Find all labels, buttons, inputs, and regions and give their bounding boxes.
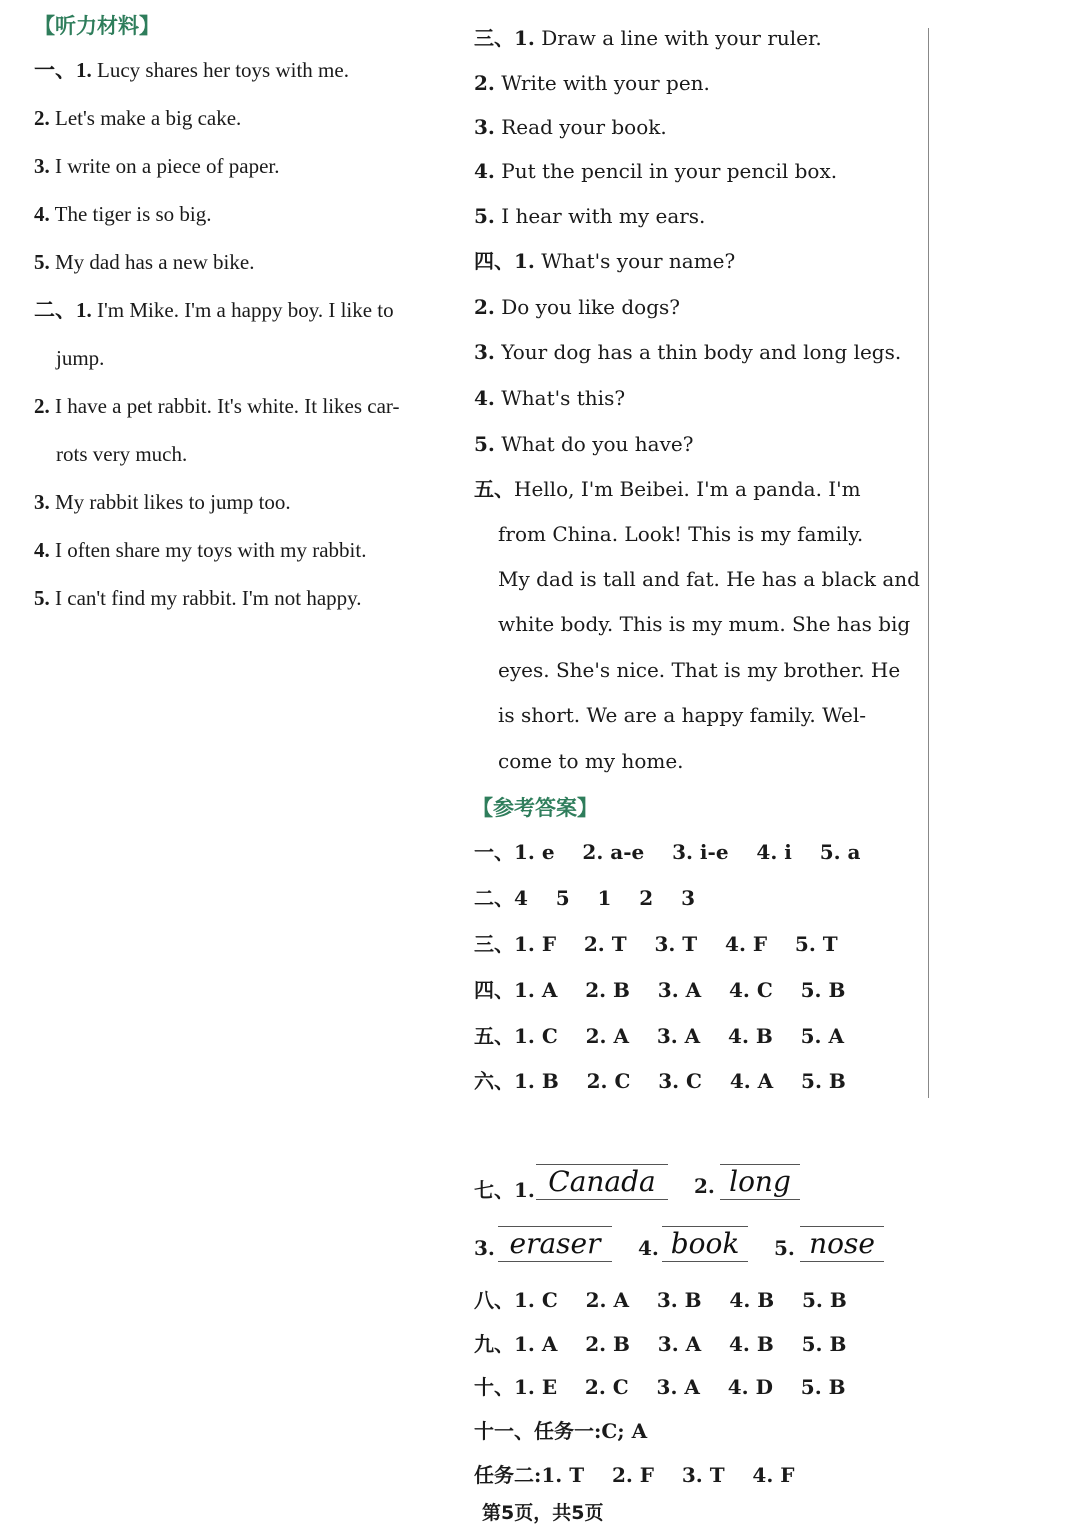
item-number: 一、1. — [34, 58, 92, 82]
line-text: jump. — [56, 346, 105, 370]
line-text: Lucy shares her toys with me. — [91, 58, 349, 82]
line-text: My rabbit likes to jump too. — [49, 490, 291, 514]
q5-label: 5. — [774, 1236, 795, 1260]
listening-line — [34, 58, 349, 82]
item-number: 5. — [34, 586, 50, 610]
line-text: I have a pet rabbit. It's white. It likes car- — [49, 394, 400, 418]
page-footer: 第5页，共5页 — [482, 1502, 604, 1524]
answer-row: 三、1. F 2. T 3. T 4. F 5. T — [474, 932, 838, 956]
handwritten-answer: nose — [800, 1226, 884, 1262]
listening-line — [34, 154, 279, 178]
line-text: Read your book. — [494, 115, 667, 139]
line-text: I often share my toys with my rabbit. — [49, 538, 367, 562]
item-number: 三、1. — [474, 26, 535, 50]
listening-line — [498, 567, 920, 591]
line-text: What's this? — [494, 386, 626, 410]
q4-label: 4. — [638, 1236, 659, 1260]
listening-line — [34, 298, 394, 322]
item-number: 二、1. — [34, 298, 92, 322]
line-text: eyes. She's nice. That is my brother. He — [498, 658, 901, 682]
answer-row: 六、1. B 2. C 3. C 4. A 5. B — [474, 1069, 846, 1093]
listening-line — [498, 749, 684, 773]
listening-line — [474, 115, 667, 139]
answer-header: 【参考答案】 — [472, 796, 598, 820]
listening-line — [34, 250, 254, 274]
listening-line — [474, 204, 705, 228]
item-number: 3. — [34, 490, 50, 514]
handwritten-answer: book — [662, 1226, 748, 1262]
line-text: What do you have? — [494, 432, 694, 456]
answer-row: 十、1. E 2. C 3. A 4. D 5. B — [474, 1375, 846, 1399]
line-text: I can't find my rabbit. I'm not happy. — [49, 586, 362, 610]
listening-line — [34, 490, 291, 514]
handwritten-answer: eraser — [498, 1226, 612, 1262]
handwritten-answer: long — [720, 1164, 800, 1200]
line-text: white body. This is my mum. She has big — [498, 612, 911, 636]
q3-label: 3. — [474, 1236, 495, 1260]
listening-line — [474, 71, 710, 95]
item-number: 4. — [34, 202, 50, 226]
listening-header: 【听力材料】 — [34, 14, 160, 38]
listening-line — [474, 340, 901, 364]
item-number: 3. — [474, 340, 495, 364]
line-text: rots very much. — [56, 442, 188, 466]
item-number: 4. — [474, 159, 495, 183]
item-number: 2. — [34, 106, 50, 130]
answer-row: 九、1. A 2. B 3. A 4. B 5. B — [474, 1332, 847, 1356]
line-text: Let's make a big cake. — [49, 106, 242, 130]
line-text: I'm Mike. I'm a happy boy. I like to — [91, 298, 394, 322]
item-number: 3. — [474, 115, 495, 139]
answer-row: 五、1. C 2. A 3. A 4. B 5. A — [474, 1024, 844, 1048]
line-text: from China. Look! This is my family. — [498, 522, 864, 546]
answer-row: 任务二:1. T 2. F 3. T 4. F — [474, 1463, 795, 1487]
item-number: 3. — [34, 154, 50, 178]
answer-row: 二、4 5 1 2 3 — [474, 886, 695, 910]
answer-row: 十一、任务一:C; A — [474, 1419, 648, 1443]
listening-line — [34, 538, 366, 562]
q2-label: 2. — [694, 1174, 715, 1198]
line-text: Write with your pen. — [494, 71, 710, 95]
listening-line — [498, 703, 866, 727]
item-number: 2. — [474, 295, 495, 319]
listening-line — [498, 612, 910, 636]
item-number: 5. — [474, 432, 495, 456]
listening-line — [498, 658, 900, 682]
line-text: Hello, I'm Beibei. I'm a panda. I'm — [514, 477, 861, 501]
listening-line — [474, 432, 693, 456]
listening-line — [474, 386, 625, 410]
listening-line — [474, 249, 735, 273]
line-text: My dad is tall and fat. He has a black and — [498, 567, 920, 591]
item-number: 5. — [474, 204, 495, 228]
item-number: 5. — [34, 250, 50, 274]
item-number: 四、1. — [474, 249, 535, 273]
q1-label: 七、1. — [474, 1178, 535, 1202]
answer-row: 四、1. A 2. B 3. A 4. C 5. B — [474, 978, 846, 1002]
listening-line — [474, 159, 837, 183]
line-text: I write on a piece of paper. — [49, 154, 280, 178]
item-number: 4. — [474, 386, 495, 410]
listening-line — [474, 295, 680, 319]
line-text: I hear with my ears. — [494, 204, 706, 228]
line-text: My dad has a new bike. — [49, 250, 255, 274]
line-text: The tiger is so big. — [49, 202, 212, 226]
line-text: Your dog has a thin body and long legs. — [494, 340, 902, 364]
listening-line — [34, 202, 212, 226]
listening-line — [34, 394, 399, 418]
listening-line — [34, 586, 362, 610]
listening-line — [56, 346, 104, 370]
answer-row: 八、1. C 2. A 3. B 4. B 5. B — [474, 1288, 847, 1312]
line-text: is short. We are a happy family. Wel- — [498, 703, 867, 727]
listening-line — [474, 26, 822, 50]
item-number: 五、 — [474, 477, 514, 501]
item-number: 4. — [34, 538, 50, 562]
listening-line — [34, 106, 241, 130]
answer-row: 一、1. e 2. a-e 3. i-e 4. i 5. a — [474, 840, 861, 864]
line-text: Draw a line with your ruler. — [534, 26, 822, 50]
line-text: What's your name? — [534, 249, 736, 273]
listening-line — [474, 477, 861, 501]
listening-line — [498, 522, 863, 546]
handwritten-answer: Canada — [536, 1164, 668, 1200]
item-number: 2. — [474, 71, 495, 95]
listening-line — [56, 442, 187, 466]
column-divider — [928, 28, 929, 1098]
item-number: 2. — [34, 394, 50, 418]
line-text: Do you like dogs? — [494, 295, 680, 319]
line-text: Put the pencil in your pencil box. — [494, 159, 838, 183]
line-text: come to my home. — [498, 749, 684, 773]
